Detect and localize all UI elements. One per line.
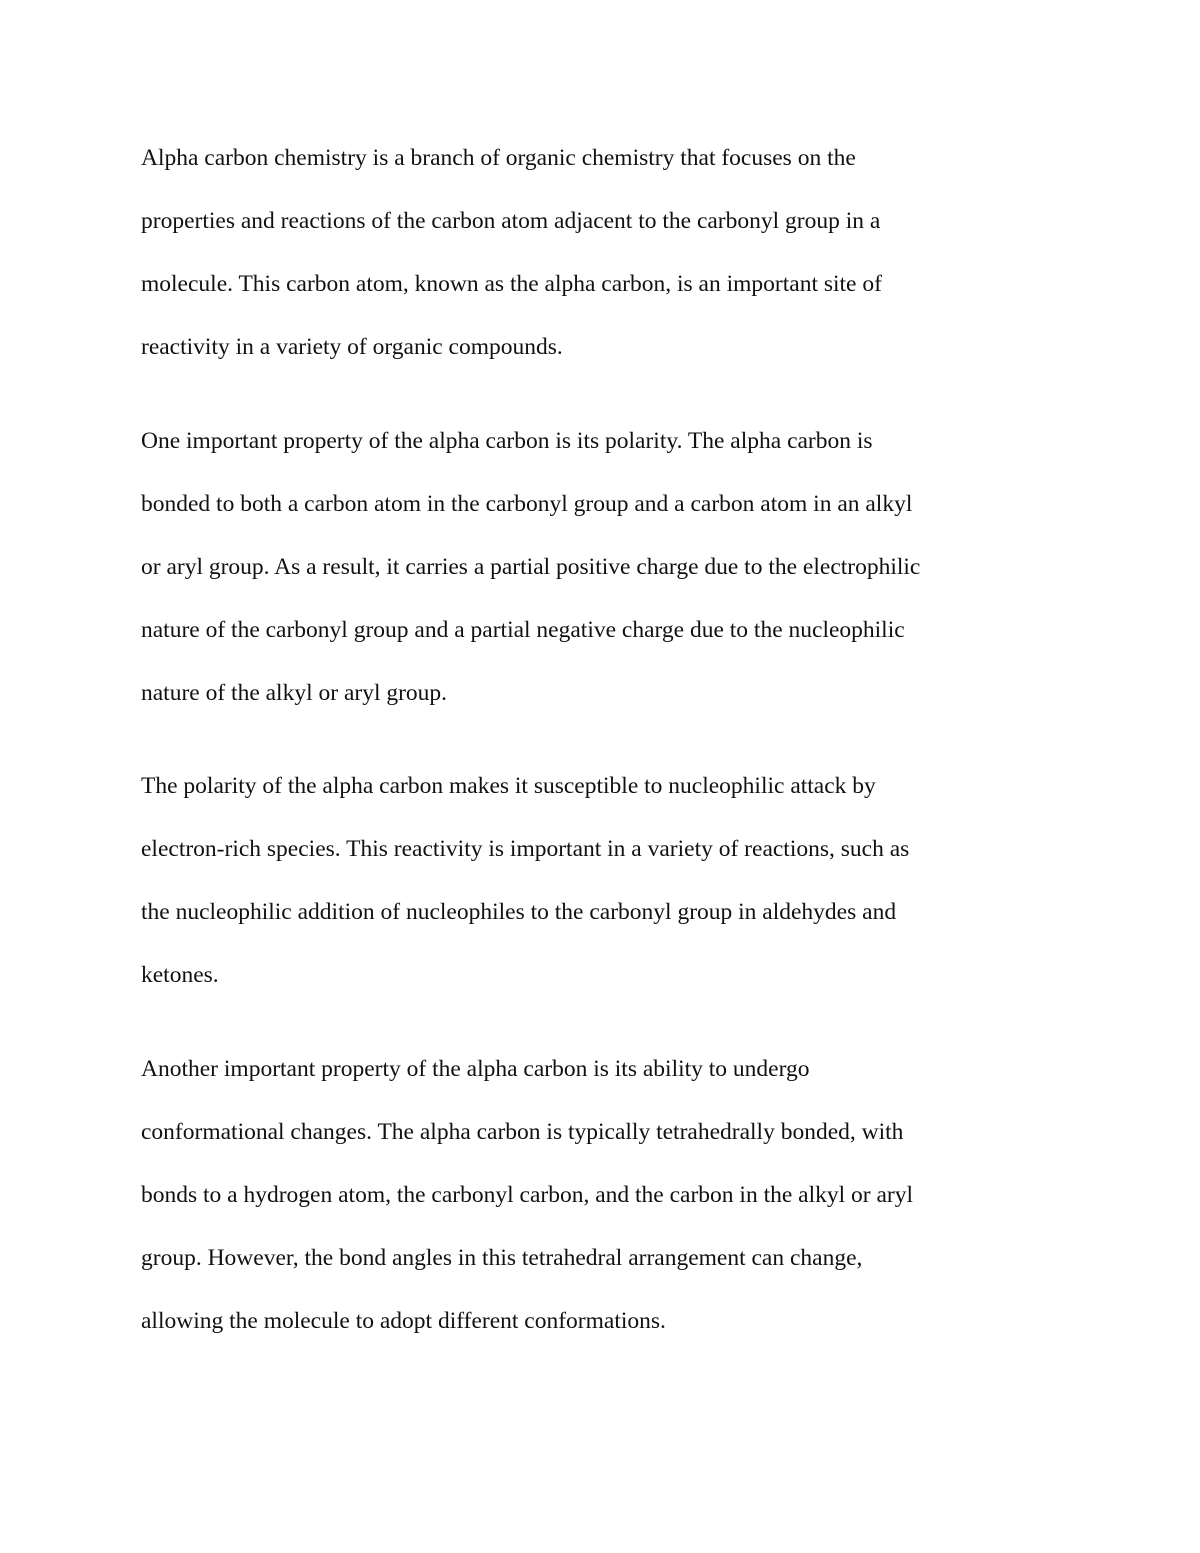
paragraph-2 (141, 419, 1071, 734)
document-body (141, 136, 1071, 1392)
text-line: the nucleophilic addition of nucleophiles to the carbonyl group in aldehydes and (141, 899, 897, 925)
text-line: conformational changes. The alpha carbon is typically tetrahedrally bonded, with (141, 1118, 904, 1145)
text-line: One important property of the alpha carbon is its polarity. The alpha carbon is (141, 427, 873, 454)
text-line: Alpha carbon chemistry is a branch of organic chemistry that focuses on the (141, 145, 856, 171)
paragraph-1 (141, 136, 1071, 388)
text-line: molecule. This carbon atom, known as the alpha carbon, is an important site of (141, 271, 882, 297)
text-line: nature of the alkyl or aryl group. (141, 679, 448, 706)
paragraph-3 (141, 764, 1071, 1016)
paragraph-4 (141, 1047, 1071, 1362)
text-line: Another important property of the alpha carbon is its ability to undergo (141, 1055, 810, 1082)
text-line: allowing the molecule to adopt different conformations. (141, 1307, 666, 1334)
text-line: ketones. (141, 962, 219, 988)
text-line: nature of the carbonyl group and a partial negative charge due to the nucleophilic (141, 616, 905, 643)
text-line: or aryl group. As a result, it carries a partial positive charge due to the electrophilic (141, 553, 921, 580)
text-line: The polarity of the alpha carbon makes it susceptible to nucleophilic attack by (141, 773, 876, 799)
text-line: bonded to both a carbon atom in the carbonyl group and a carbon atom in an alkyl (141, 490, 913, 517)
text-line: group. However, the bond angles in this tetrahedral arrangement can change, (141, 1244, 863, 1271)
text-line: properties and reactions of the carbon atom adjacent to the carbonyl group in a (141, 208, 881, 234)
text-line: bonds to a hydrogen atom, the carbonyl carbon, and the carbon in the alkyl or aryl (141, 1181, 914, 1208)
text-line: reactivity in a variety of organic compounds. (141, 334, 563, 360)
text-line: electron-rich species. This reactivity is important in a variety of reactions, such as (141, 836, 910, 862)
